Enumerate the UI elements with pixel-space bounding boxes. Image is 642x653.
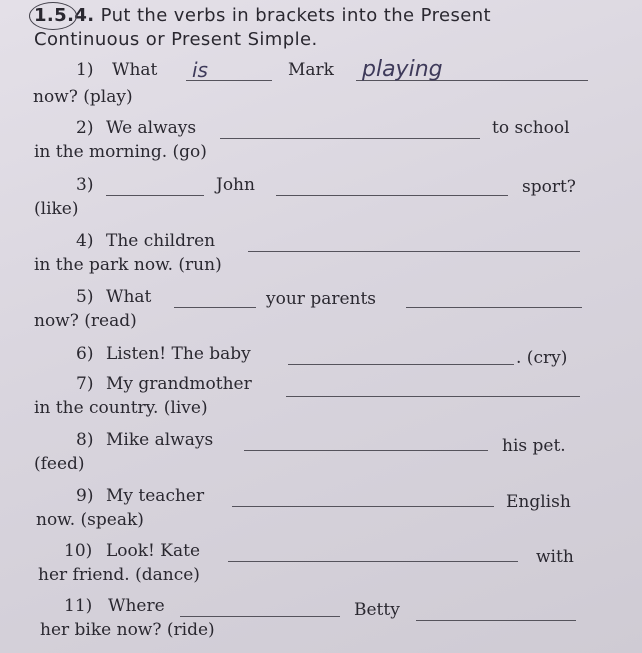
item-number: 9) xyxy=(76,486,94,506)
item-text: John xyxy=(216,175,255,195)
item-text: Betty xyxy=(354,600,400,620)
instruction-line-1: Put the verbs in brackets into the Present xyxy=(100,5,491,26)
answer-blank[interactable] xyxy=(174,285,256,308)
item-text: English xyxy=(506,492,571,512)
answer-blank[interactable] xyxy=(276,173,508,196)
item-number: 5) xyxy=(76,287,94,307)
item-continuation: in the park now. (run) xyxy=(34,255,222,275)
item-text: We always xyxy=(106,118,197,138)
item-continuation: now? (read) xyxy=(34,311,137,331)
item-number: 11) xyxy=(64,596,93,616)
answer-blank[interactable] xyxy=(356,58,588,81)
item-text: The children xyxy=(106,231,216,251)
answer-blank[interactable] xyxy=(220,116,480,139)
item-continuation: now? (play) xyxy=(33,87,133,107)
item-text: Listen! The baby xyxy=(106,344,251,364)
item-text: with xyxy=(536,547,574,567)
item-text: My teacher xyxy=(106,486,205,506)
handwritten-answer: playing xyxy=(362,57,443,82)
item-number: 8) xyxy=(76,430,94,450)
item-continuation: in the country. (live) xyxy=(34,398,208,418)
item-number: 4) xyxy=(76,231,94,251)
item-number: 7) xyxy=(76,374,94,394)
instruction-line-2: Continuous or Present Simple. xyxy=(34,29,318,50)
item-text: Mike always xyxy=(106,430,214,450)
item-text: his pet. xyxy=(502,436,566,456)
item-text: What xyxy=(112,60,158,80)
item-text: Mark xyxy=(288,60,334,80)
item-text: What xyxy=(106,287,152,307)
task-header xyxy=(34,4,624,52)
item-continuation: (feed) xyxy=(34,454,85,474)
item-text: sport? xyxy=(522,177,576,197)
item-number: 1) xyxy=(76,60,94,80)
answer-blank[interactable] xyxy=(106,173,204,196)
item-text: Where xyxy=(108,596,165,616)
item-number: 10) xyxy=(64,541,93,561)
answer-blank[interactable] xyxy=(406,285,582,308)
item-text: . (cry) xyxy=(516,348,568,368)
item-continuation: in the morning. (go) xyxy=(34,142,207,162)
item-continuation: now. (speak) xyxy=(36,510,144,530)
answer-blank[interactable] xyxy=(232,484,494,507)
answer-blank[interactable] xyxy=(288,342,514,365)
handwritten-answer: is xyxy=(192,58,208,82)
answer-blank[interactable] xyxy=(244,428,488,451)
item-number: 3) xyxy=(76,175,94,195)
item-continuation: her friend. (dance) xyxy=(38,565,200,585)
answer-blank[interactable] xyxy=(186,58,272,81)
item-number: 6) xyxy=(76,344,94,364)
item-text: Look! Kate xyxy=(106,541,201,561)
item-text: My grandmother xyxy=(106,374,252,394)
answer-blank[interactable] xyxy=(180,594,340,617)
item-continuation: (like) xyxy=(34,199,79,219)
answer-blank[interactable] xyxy=(416,598,576,621)
item-continuation: her bike now? (ride) xyxy=(40,620,215,640)
task-number: 1.5.4. xyxy=(34,5,95,26)
answer-blank[interactable] xyxy=(248,229,580,252)
item-number: 2) xyxy=(76,118,94,138)
item-text: to school xyxy=(492,118,570,138)
item-text: your parents xyxy=(266,289,377,309)
answer-blank[interactable] xyxy=(228,539,518,562)
answer-blank[interactable] xyxy=(286,374,580,397)
